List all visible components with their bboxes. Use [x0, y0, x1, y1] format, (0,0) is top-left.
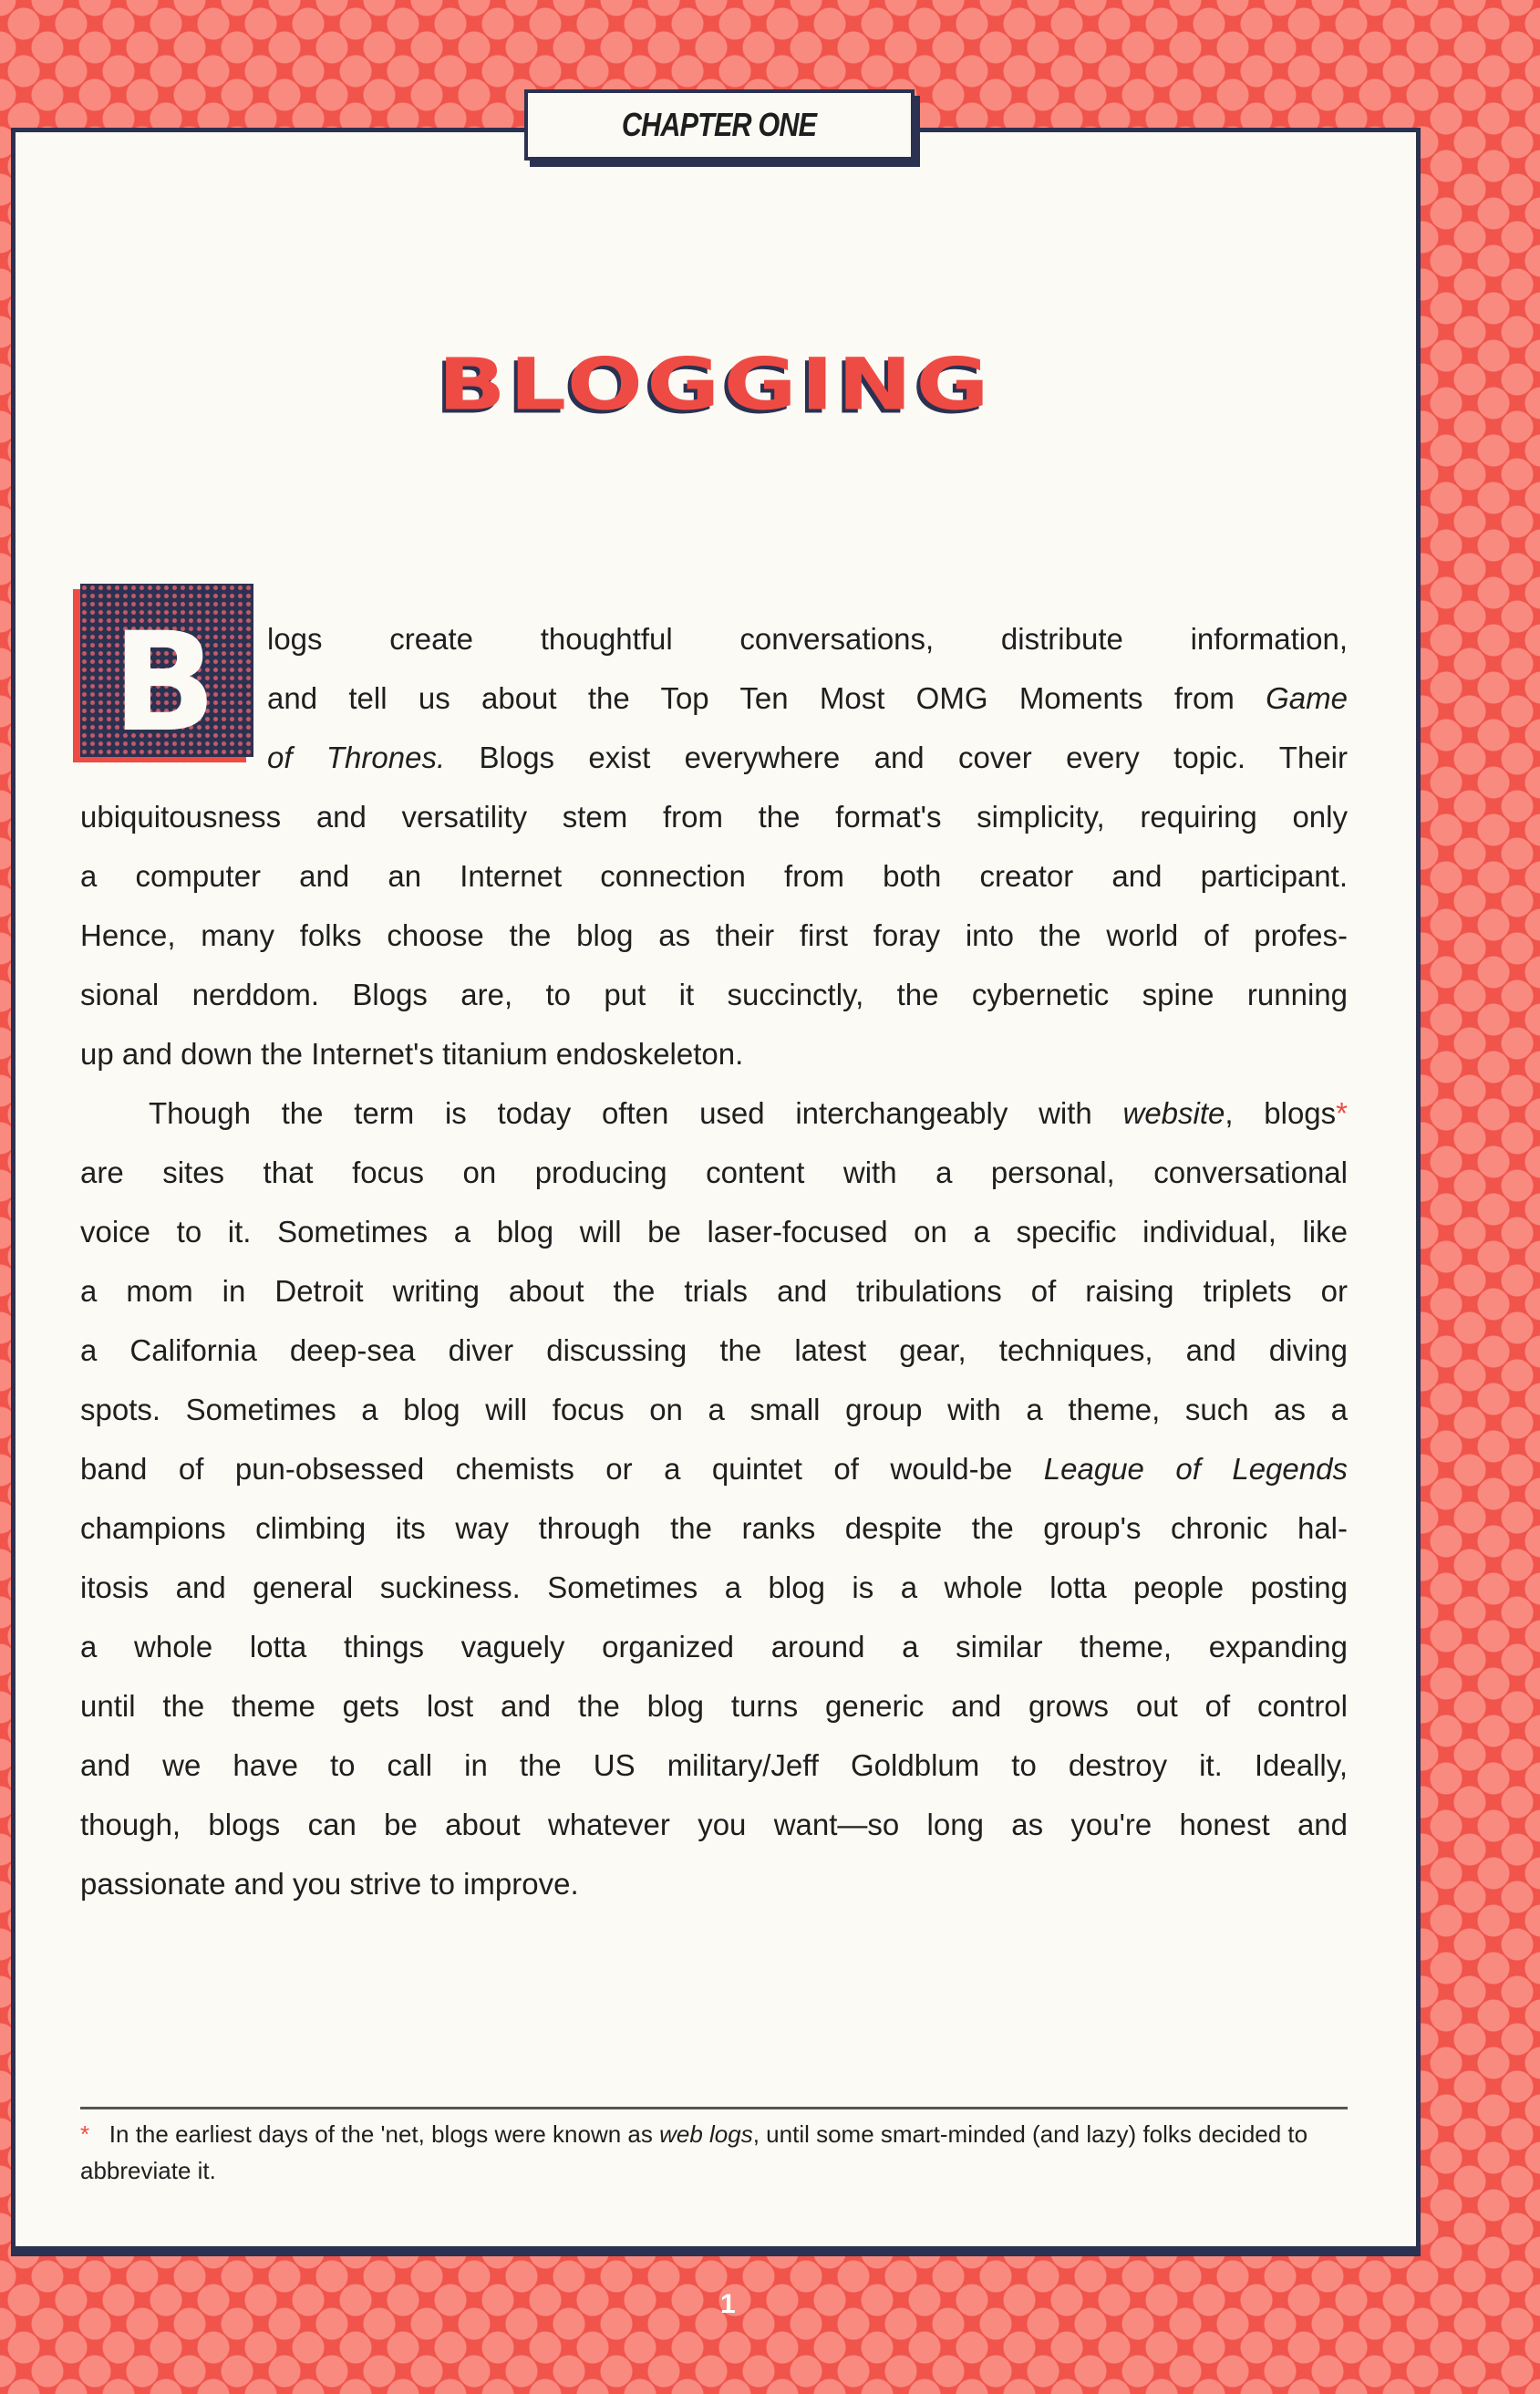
chapter-title: BLOGGING [438, 343, 993, 427]
text-line [80, 1024, 1348, 1083]
footnote-text-end: , until some smart-minded (and lazy) folks decided to abbreviate it. [80, 2120, 1308, 2184]
text-line [80, 1854, 1348, 1913]
footnote-text: In the earliest days of the 'net, blogs were known as [109, 2120, 660, 2148]
text-segment: a mom in Detroit writing about the trials and tribulations of raising triplets or [80, 1274, 1348, 1308]
footnote-reference: * [1336, 1096, 1348, 1130]
text-line [80, 1321, 1348, 1380]
footnote-italic: web logs [659, 2120, 753, 2148]
footnote-divider [80, 2107, 1348, 2109]
text-segment: and we have to call in the US military/Jeff Goldblum to destroy it. Ideally, [80, 1748, 1348, 1782]
text-segment: Though the term is today often used interchangeably with [149, 1096, 1123, 1130]
text-segment: League of Legends [1043, 1452, 1348, 1486]
text-line [80, 1202, 1348, 1261]
text-segment: band of pun-obsessed chemists or a quintet of would-be [80, 1452, 1044, 1486]
text-segment: spots. Sometimes a blog will focus on a small group with a theme, such as a [80, 1393, 1348, 1426]
text-segment: ubiquitousness and versatility stem from the format's simplicity, requiring only [80, 800, 1348, 834]
text-line [80, 1261, 1348, 1321]
text-segment: Hence, many folks choose the blog as their first foray into the world of profes- [80, 918, 1348, 952]
text-segment: website [1122, 1096, 1225, 1130]
text-line [267, 609, 1348, 668]
text-segment: passionate and you strive to improve. [80, 1867, 579, 1901]
text-line [80, 1795, 1348, 1854]
body-text [80, 604, 1348, 1913]
text-line [80, 1380, 1348, 1439]
text-line [80, 906, 1348, 965]
footnote-marker: * [80, 2120, 90, 2148]
text-segment: Game [1266, 681, 1348, 715]
text-segment: a whole lotta things vaguely organized around a similar theme, expanding [80, 1630, 1348, 1663]
text-segment: a computer and an Internet connection from both creator and participant. [80, 859, 1348, 893]
text-line [80, 1617, 1348, 1676]
text-segment: though, blogs can be about whatever you want—so long as you're honest and [80, 1808, 1348, 1841]
text-segment: and tell us about the Top Ten Most OMG Moments from [267, 681, 1266, 715]
text-segment: of Thrones. [267, 741, 446, 774]
text-segment: , blogs [1225, 1096, 1337, 1130]
text-segment: up and down the Internet's titanium endoskeleton. [80, 1037, 744, 1071]
text-line [80, 1736, 1348, 1795]
text-segment: a California deep-sea diver discussing the latest gear, techniques, and diving [80, 1333, 1348, 1367]
text-line [80, 1676, 1348, 1736]
footnote [80, 2116, 1348, 2189]
text-line [80, 787, 1348, 846]
page-number: 1 [720, 2289, 736, 2319]
text-segment: Blogs exist everywhere and cover every topic. Their [445, 741, 1348, 774]
text-line [80, 965, 1348, 1024]
text-segment: logs create thoughtful conversations, distribute information, [267, 622, 1348, 656]
text-segment: until the theme gets lost and the blog turns generic and grows out of control [80, 1689, 1348, 1723]
text-line [80, 1498, 1348, 1558]
text-segment: voice to it. Sometimes a blog will be laser-focused on a specific individual, like [80, 1215, 1348, 1249]
text-segment: are sites that focus on producing content with a personal, conversational [80, 1156, 1348, 1189]
text-line [267, 728, 1348, 787]
text-line [80, 1143, 1348, 1202]
chapter-label [524, 89, 915, 161]
text-segment: sional nerddom. Blogs are, to put it succinctly, the cybernetic spine running [80, 978, 1348, 1011]
text-segment: itosis and general suckiness. Sometimes a blog is a whole lotta people posting [80, 1570, 1348, 1604]
text-line [80, 1083, 1348, 1143]
text-segment: champions climbing its way through the ranks despite the group's chronic hal- [80, 1511, 1348, 1545]
text-line [80, 846, 1348, 906]
text-line [80, 1439, 1348, 1498]
text-line [267, 668, 1348, 728]
drop-cap-letter: B [112, 604, 217, 762]
text-line [80, 1558, 1348, 1617]
chapter-text: CHAPTER ONE [622, 106, 817, 143]
